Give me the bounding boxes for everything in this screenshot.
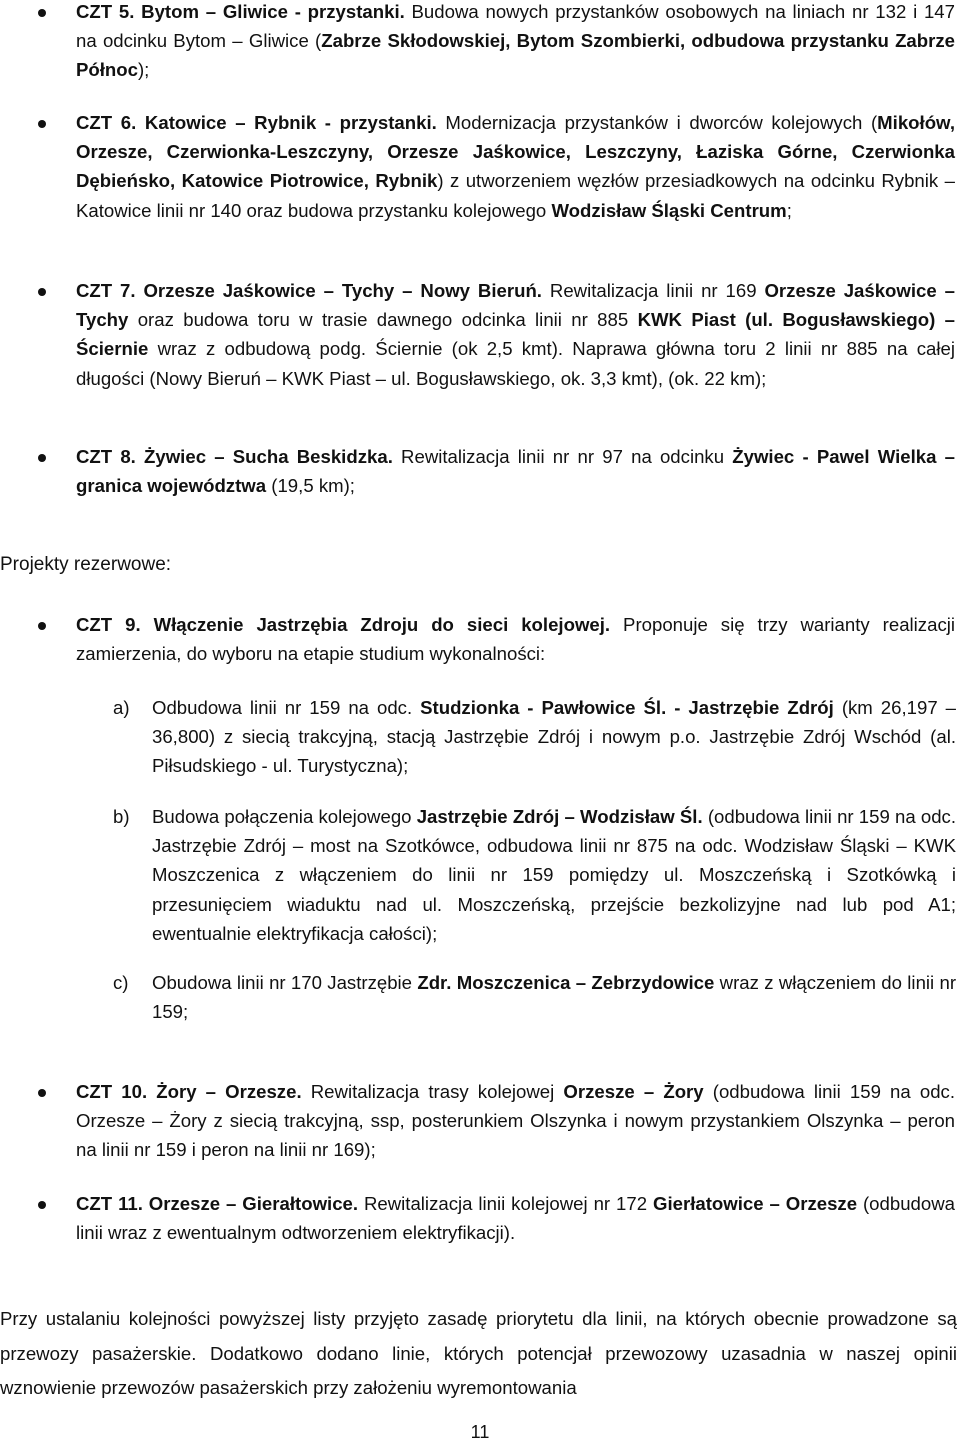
bullet-icon (38, 120, 46, 128)
body-text: oraz budowa toru w trasie dawnego odcinka linii nr 885 (128, 309, 638, 331)
bullet-icon (38, 288, 46, 296)
bold-text: CZT 10. Żory – Orzesze. (76, 1081, 302, 1102)
bold-text: Zdr. Moszczenica – Zebrzydowice (417, 972, 715, 993)
bold-text: Zabrze Skłodowskiej, Bytom Szombierki, odbudowa przystanku Zabrze Północ (76, 30, 955, 81)
body-text: (19,5 km); (266, 475, 355, 497)
bold-text: Wodzisław Śląski Centrum (551, 199, 787, 221)
page-number: 11 (470, 1422, 490, 1442)
body-text: Budowa połączenia kolejowego (152, 806, 417, 827)
variant-c (113, 968, 956, 1026)
bold-text: Studzionka - Pawłowice Śl. - Jastrzębie Zdrój (420, 697, 834, 718)
body-text: Rewitalizacja linii kolejowej nr 172 (358, 1193, 653, 1214)
bullet-icon (38, 1201, 46, 1209)
bullet-icon (38, 1089, 46, 1097)
variant-text (152, 693, 956, 781)
variant-text (152, 968, 956, 1026)
variant-label: a) (113, 697, 130, 718)
variant-b (113, 802, 956, 948)
closing-paragraph: Przy ustalaniu kolejności powyższej listy przyjęto zasadę priorytetu dla linii, na których obecnie prowadzone są przewozy pasażerskie. Dodatkowo dodano linie, których potencjał przewozowy uzasadnia w naszej opinii wznowienie przewozów pasażerskich przy założeniu wyremontowania (0, 1308, 957, 1399)
bold-text: CZT 7. Orzesze Jaśkowice – Tychy – Nowy Bieruń. (76, 280, 542, 301)
bold-text: Mikołów, Orzesze, Czerwionka-Leszczyny, Orzesze Jaśkowice, Leszczyny, Łaziska Górne, Czerwionka Dębieńsko, Katowice Piotrowice, Rybnik (76, 112, 955, 192)
list-item-text (76, 276, 955, 393)
body-text: Odbudowa linii nr 159 na odc. (152, 697, 421, 718)
variant-label: b) (113, 806, 130, 827)
bullet-icon (38, 622, 46, 630)
bold-text: CZT 6. Katowice – Rybnik - przystanki. (76, 112, 437, 133)
bold-text: CZT 9. Włączenie Jastrzębia Zdroju do sieci kolejowej. (76, 614, 611, 635)
list-item-text (76, 442, 955, 500)
list-item-text (76, 1189, 955, 1247)
body-text: Budowa nowych przystanków osobowych na liniach nr 132 i 147 na odcinku Bytom – Gliwice ( (76, 1, 955, 52)
body-text: Obudowa linii nr 170 Jastrzębie (152, 972, 418, 993)
bold-text: Orzesze – Żory (563, 1081, 704, 1102)
bold-text: Orzesze Jaśkowice – Tychy (76, 280, 955, 331)
section-heading: Projekty rezerwowe: (0, 554, 172, 575)
body-text: Modernizacja przystanków i dworców kolejowych ( (436, 112, 878, 133)
body-text: Rewitalizacja linii nr nr 97 na odcinku (392, 446, 733, 467)
body-text: (odbudowa linii wraz z ewentualnym odtworzeniem elektryfikacji). (76, 1193, 955, 1244)
list-item-text (76, 108, 955, 225)
body-text: (odbudowa linii 159 na odc. Orzesze – Żory z siecią trakcyjną, ssp, posterunkiem Olszynka i nowym przystankiem Olszynka – peron na linii nr 159 i peron na linii nr 169); (76, 1081, 955, 1161)
bold-text: CZT 5. Bytom – Gliwice - przystanki. (76, 1, 405, 22)
variant-text (152, 802, 956, 948)
variant-a (113, 693, 956, 781)
body-text: wraz z odbudową podg. Ściernie (ok 2,5 kmt). Naprawa główna toru 2 linii nr 885 na całej długości (Nowy Bieruń – KWK Piast – ul. Bogusławskiego, ok. 3,3 kmt), (ok. 22 km); (76, 338, 955, 389)
body-text: (km 26,197 – 36,800) z siecią trakcyjną, stacją Jastrzębie Zdrój i nowym p.o. Jastrzębie Zdrój Wschód (al. Piłsudskiego - ul. Turystyczna); (152, 697, 956, 777)
bullet-icon (38, 9, 46, 17)
body-text: Rewitalizacja trasy kolejowej (301, 1081, 564, 1102)
list-item-text (76, 610, 955, 668)
list-item-text (76, 0, 955, 85)
bold-text: CZT 8. Żywiec – Sucha Beskidzka. (76, 446, 393, 467)
bullet-icon (38, 454, 46, 462)
bold-text: Jastrzębie Zdrój – Wodzisław Śl. (416, 806, 703, 827)
bold-text: CZT 11. Orzesze – Gierałtowice. (76, 1193, 359, 1214)
variant-label: c) (113, 972, 129, 993)
body-text: Rewitalizacja linii nr 169 (541, 280, 765, 301)
body-text: Proponuje się trzy warianty realizacji zamierzenia, do wyboru na etapie studium wykonalności: (76, 614, 955, 665)
body-text: ; (786, 199, 792, 221)
bold-text: Gierłatowice – Orzesze (652, 1193, 858, 1214)
list-item-text (76, 1077, 955, 1165)
body-text: ) z utworzeniem węzłów przesiadkowych na odcinku Rybnik – Katowice linii nr 140 oraz budowa przystanku kolejowego (76, 170, 955, 221)
bold-text: KWK Piast (ul. Bogusławskiego) – Ściernie (76, 309, 955, 360)
body-text: wraz z włączeniem do linii nr 159; (152, 972, 957, 1023)
bold-text: Żywiec - Pawel Wielka – granica województwa (76, 446, 955, 497)
body-text: ); (137, 59, 150, 81)
body-text: (odbudowa linii nr 159 na odc. Jastrzębie Zdrój – most na Szotkówce, odbudowa linii nr 875 na odc. Wodzisław Śląski – KWK Moszczenica z włączeniem do linii nr 159 pomiędzy ul. Moszczeńską i Szotkówką i przesunięciem wiaduktu nad ul. Moszczeńską, przejście bezkolizyjne nad lub pod A1; ewentualnie elektryfikacja całości); (152, 806, 957, 944)
